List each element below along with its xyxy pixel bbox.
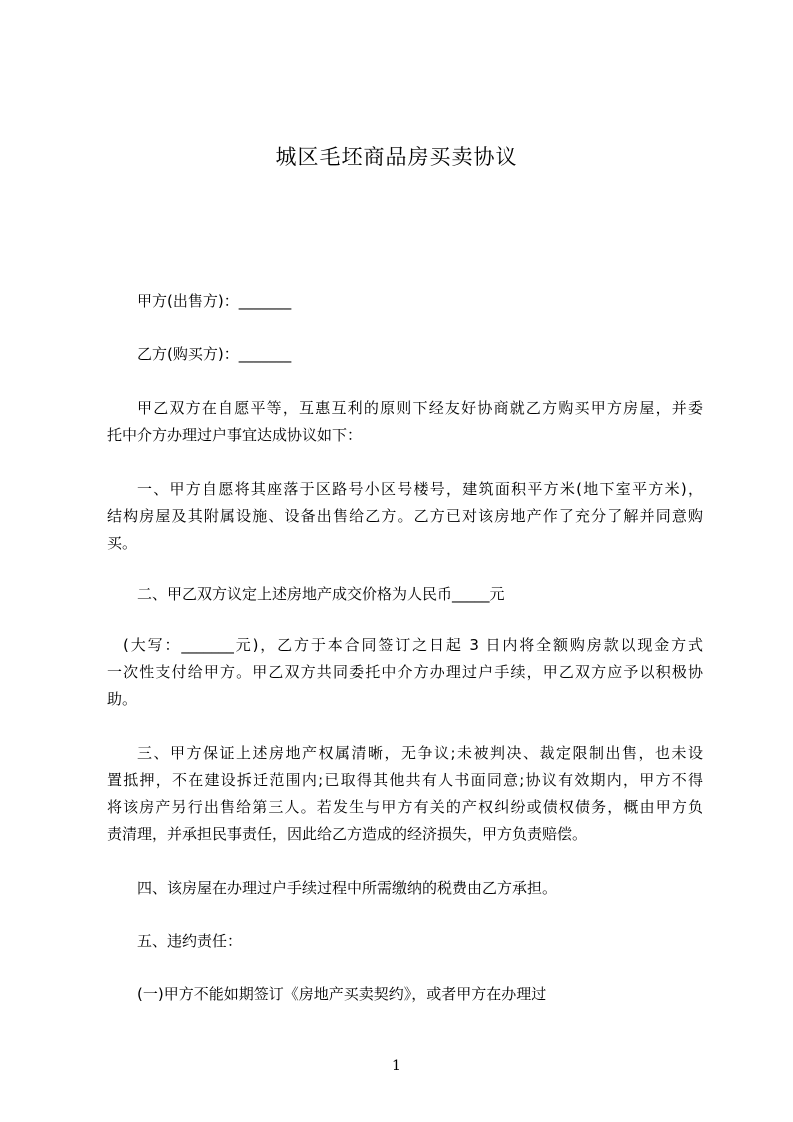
party-b-line: 乙方(购买方)：_______	[137, 345, 292, 363]
clause-4-line-1: 四、该房屋在办理过户手续过程中所需缴纳的税费由乙方承担。	[137, 879, 558, 897]
clause-2-line-1: 二、甲乙双方议定上述房地产成交价格为人民币_____元	[137, 585, 505, 603]
clause-1-line-3: 买。	[107, 534, 138, 552]
clause-3-line-1: 三、甲方保证上述房地产权属清晰，无争议;未被判决、裁定限制出售，也未设	[137, 744, 703, 762]
clause-2-continued-line-2: 一次性支付给甲方。甲乙双方共同委托中介方办理过户手续，甲乙双方应予以积极协	[107, 663, 703, 681]
clause-2-continued-line-3: 助。	[107, 690, 138, 708]
party-a-line: 甲方(出售方)：_______	[137, 292, 292, 310]
document-title: 城区毛坯商品房买卖协议	[275, 145, 518, 169]
clause-1-line-2: 结构房屋及其附属设施、设备出售给乙方。乙方已对该房地产作了充分了解并同意购	[107, 507, 703, 525]
clause-2-continued-line-1: (大写：_______元)，乙方于本合同签订之日起 3 日内将全额购房款以现金方式	[123, 636, 703, 654]
clause-1-line-1: 一、甲方自愿将其座落于区路号小区号楼号，建筑面积平方米(地下室平方米)，	[137, 480, 703, 498]
clause-3-line-2: 置抵押，不在建设拆迁范围内;已取得其他共有人书面同意;协议有效期内，甲方不得	[107, 771, 703, 789]
clause-3-line-4: 责清理，并承担民事责任，因此给乙方造成的经济损失，甲方负责赔偿。	[107, 825, 588, 843]
clause-5-item-1-line-1: (一)甲方不能如期签订《房地产买卖契约》，或者甲方在办理过	[137, 985, 547, 1003]
intro-line-1: 甲乙双方在自愿平等，互惠互利的原则下经友好协商就乙方购买甲方房屋，并委	[137, 399, 703, 417]
page-number: 1	[392, 1058, 401, 1074]
intro-line-2: 托中介方办理过户事宜达成协议如下：	[107, 426, 363, 444]
clause-5-heading: 五、违约责任：	[137, 932, 243, 950]
clause-3-line-3: 将该房产另行出售给第三人。若发生与甲方有关的产权纠纷或债权债务，概由甲方负	[107, 798, 703, 816]
